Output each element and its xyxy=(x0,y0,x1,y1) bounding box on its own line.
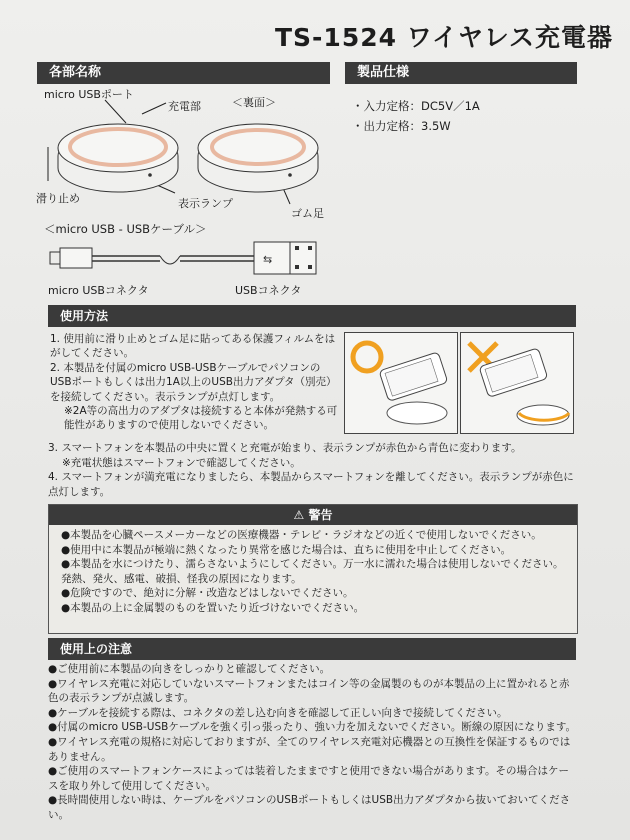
caution-item: ●ケーブルを接続する際は、コネクタの差し込む向きを確認して正しい向きで接続してください。 xyxy=(48,706,508,719)
caution-item: ●付属のmicro USB-USBケーブルを強く引っ張ったり、強い力を加えないでください。断線の原因になります。 xyxy=(48,721,577,734)
label-back: ＜裏面＞ xyxy=(232,96,276,109)
label-lamp: 表示ランプ xyxy=(178,197,233,210)
incorrect-placement-illustration xyxy=(461,333,573,433)
warning-list xyxy=(49,525,577,616)
warning-item: ●本製品を水につけたり、濡らさないようにしてください。万一水に濡れた場合は使用しないでください。発熱、発火、感電、破損、怪我の原因になります。 xyxy=(61,558,564,585)
cable-diagram xyxy=(40,236,335,286)
caution-item: ●ご使用前に本製品の向きをしっかりと確認してください。 xyxy=(48,663,331,675)
usage-note-2: ※充電状態はスマートフォンで確認してください。 xyxy=(62,456,301,469)
caution-list xyxy=(48,662,578,823)
label-micro-connector: micro USBコネクタ xyxy=(48,284,149,297)
section-parts: 各部名称 xyxy=(37,62,330,84)
usage-steps-bottom xyxy=(48,441,578,499)
section-usage: 使用方法 xyxy=(48,305,576,327)
panel-correct xyxy=(344,332,458,434)
label-cable: ＜micro USB - USBケーブル＞ xyxy=(44,222,207,236)
label-rubber-feet: ゴム足 xyxy=(291,207,324,220)
warning-item: ●使用中に本製品が極端に熱くなったり異常を感じた場合は、直ちに使用を中止してください。 xyxy=(61,543,512,556)
usage-steps-left xyxy=(50,332,340,433)
warning-item: ●本製品を心臓ペースメーカーなどの医療機器・テレビ・ラジオなどの近くで使用しないでください。 xyxy=(61,529,542,541)
usage-step-2: 2. 本製品を付属のmicro USB-USBケーブルでパソコンのUSBポートもしくは出力1A以上のUSB出力アダプタ（別売）を接続してください。表示ランプが点灯します。 xyxy=(50,361,337,403)
label-nonslip: 滑り止め xyxy=(36,192,80,205)
warning-header xyxy=(49,505,577,525)
usage-step-4: 4. スマートフォンが満充電になりましたら、本製品からスマートフォンを離してください。表示ランプが赤色に点灯します。 xyxy=(48,471,574,498)
correct-placement-illustration xyxy=(345,333,457,433)
usage-step-1: 1. 使用前に滑り止めとゴム足に貼ってある保護フィルムをはがしてください。 xyxy=(50,333,336,360)
product-title: TS-1524 ワイヤレス充電器 xyxy=(275,23,613,52)
spec-input: ・入力定格：DC5V／1A xyxy=(352,99,480,113)
caution-item: ●長時間使用しない時は、ケーブルをパソコンのUSBポートもしくはUSB出力アダプタから抜いておいてください。 xyxy=(48,794,571,821)
label-charger: 充電部 xyxy=(168,100,201,113)
warning-box xyxy=(48,504,578,634)
caution-item: ●ワイヤレス充電に対応していないスマートフォンまたはコイン等の金属製のものが本製品の上に置かれると赤色の表示ランプが点滅します。 xyxy=(48,677,570,705)
section-caution: 使用上の注意 xyxy=(48,638,576,660)
caution-item: ●ワイヤレス充電の規格に対応しておりますが、全てのワイヤレス充電対応機器との互換性を保証するものではありません。 xyxy=(48,735,571,763)
panel-incorrect xyxy=(460,332,574,434)
svg-text:⇆: ⇆ xyxy=(263,253,273,266)
warning-triangle-icon: ⚠ xyxy=(293,508,305,522)
label-usb-connector: USBコネクタ xyxy=(235,284,302,297)
spec-output: ・出力定格：3.5W xyxy=(352,119,451,133)
warning-item: ●本製品の上に金属製のものを置いたり近づけないでください。 xyxy=(61,601,365,614)
label-micro-usb-port: micro USBポート xyxy=(44,88,134,101)
ok-circle-icon xyxy=(353,343,381,371)
caution-item: ●ご使用のスマートフォンケースによっては装着したままですと使用できない場合があります。その場合はケースを取り外して使用してください。 xyxy=(48,765,570,792)
usage-step-3: 3. スマートフォンを本製品の中央に置くと充電が始まり、表示ランプが赤色から青色に変わります。 xyxy=(48,442,522,454)
section-spec: 製品仕様 xyxy=(345,62,577,84)
usage-note-1: ※2A等の高出力のアダプタは接続すると本体が発熱する可能性がありますので使用しないでください。 xyxy=(64,405,338,432)
warning-title: 警告 xyxy=(308,508,333,522)
warning-item: ●危険ですので、絶対に分解・改造などはしないでください。 xyxy=(61,587,354,600)
